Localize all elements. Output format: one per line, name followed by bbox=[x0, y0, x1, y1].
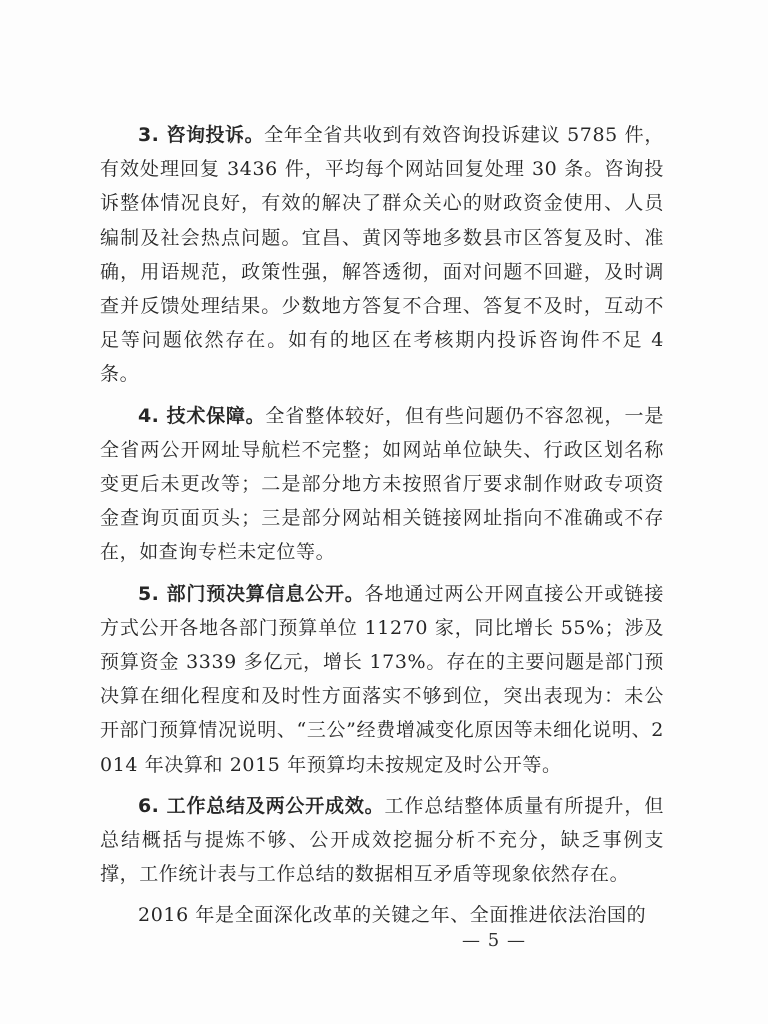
paragraph-technical-support bbox=[100, 399, 664, 570]
paragraph-2016-outlook bbox=[100, 898, 664, 932]
paragraph-text: 全年全省共收到有效咨询投诉建议 5785 件，有效处理回复 3436 件，平均每个网站回复处理 30 条。咨询投诉整体情况良好，有效的解决了群众关心的财政资金使用、人员编制及社会热点问题。宜昌、黄冈等地多数县市区答复及时、准确，用语规范，政策性强，解答透彻，面对问题不回避，及时调查并反馈处理结果。少数地方答复不合理、答复不及时，互动不足等问题依然存在。如有的地区在考核期内投诉咨询件不足 4 条。 bbox=[100, 124, 664, 386]
paragraph-budget-disclosure bbox=[100, 577, 664, 782]
paragraph-text: 工作总结整体质量有所提升，但总结概括与提炼不够、公开成效挖掘分析不充分，缺乏事例支撑，工作统计表与工作总结的数据相互矛盾等现象依然存在。 bbox=[100, 794, 665, 886]
paragraph-work-summary bbox=[100, 789, 664, 892]
paragraph-text: 全省整体较好，但有些问题仍不容忽视，一是全省两公开网址导航栏不完整；如网站单位缺失、行政区划名称变更后未更改等；二是部分地方未按照省厅要求制作财政专项资金查询页面页头；三是部分网站相关链接网址指向不准确或不存在，如查询专栏未定位等。 bbox=[100, 404, 664, 564]
paragraph-consultation-complaints bbox=[100, 118, 664, 392]
paragraph-heading: 5. 部门预决算信息公开。 bbox=[138, 582, 365, 605]
document-body bbox=[100, 118, 664, 933]
paragraph-heading: 4. 技术保障。 bbox=[138, 404, 266, 427]
paragraph-heading: 6. 工作总结及两公开成效。 bbox=[138, 794, 385, 817]
paragraph-heading: 3. 咨询投诉。 bbox=[138, 124, 265, 146]
page-number: — 5 — bbox=[462, 930, 526, 951]
paragraph-text: 各地通过两公开网直接公开或链接方式公开各地各部门预算单位 11270 家，同比增长 55%；涉及预算资金 3339 多亿元，增长 173%。存在的主要问题是部门预决算在细化程度和及时性方面落实不够到位，突出表现为：未公开部门预算情况说明、“三公”经费增减变化原因等未细化说明、2014 年决算和 2015 年预算均未按规定及时公开等。 bbox=[100, 582, 664, 776]
paragraph-text: 2016 年是全面深化改革的关键之年、全面推进依法治国的 bbox=[138, 904, 647, 927]
